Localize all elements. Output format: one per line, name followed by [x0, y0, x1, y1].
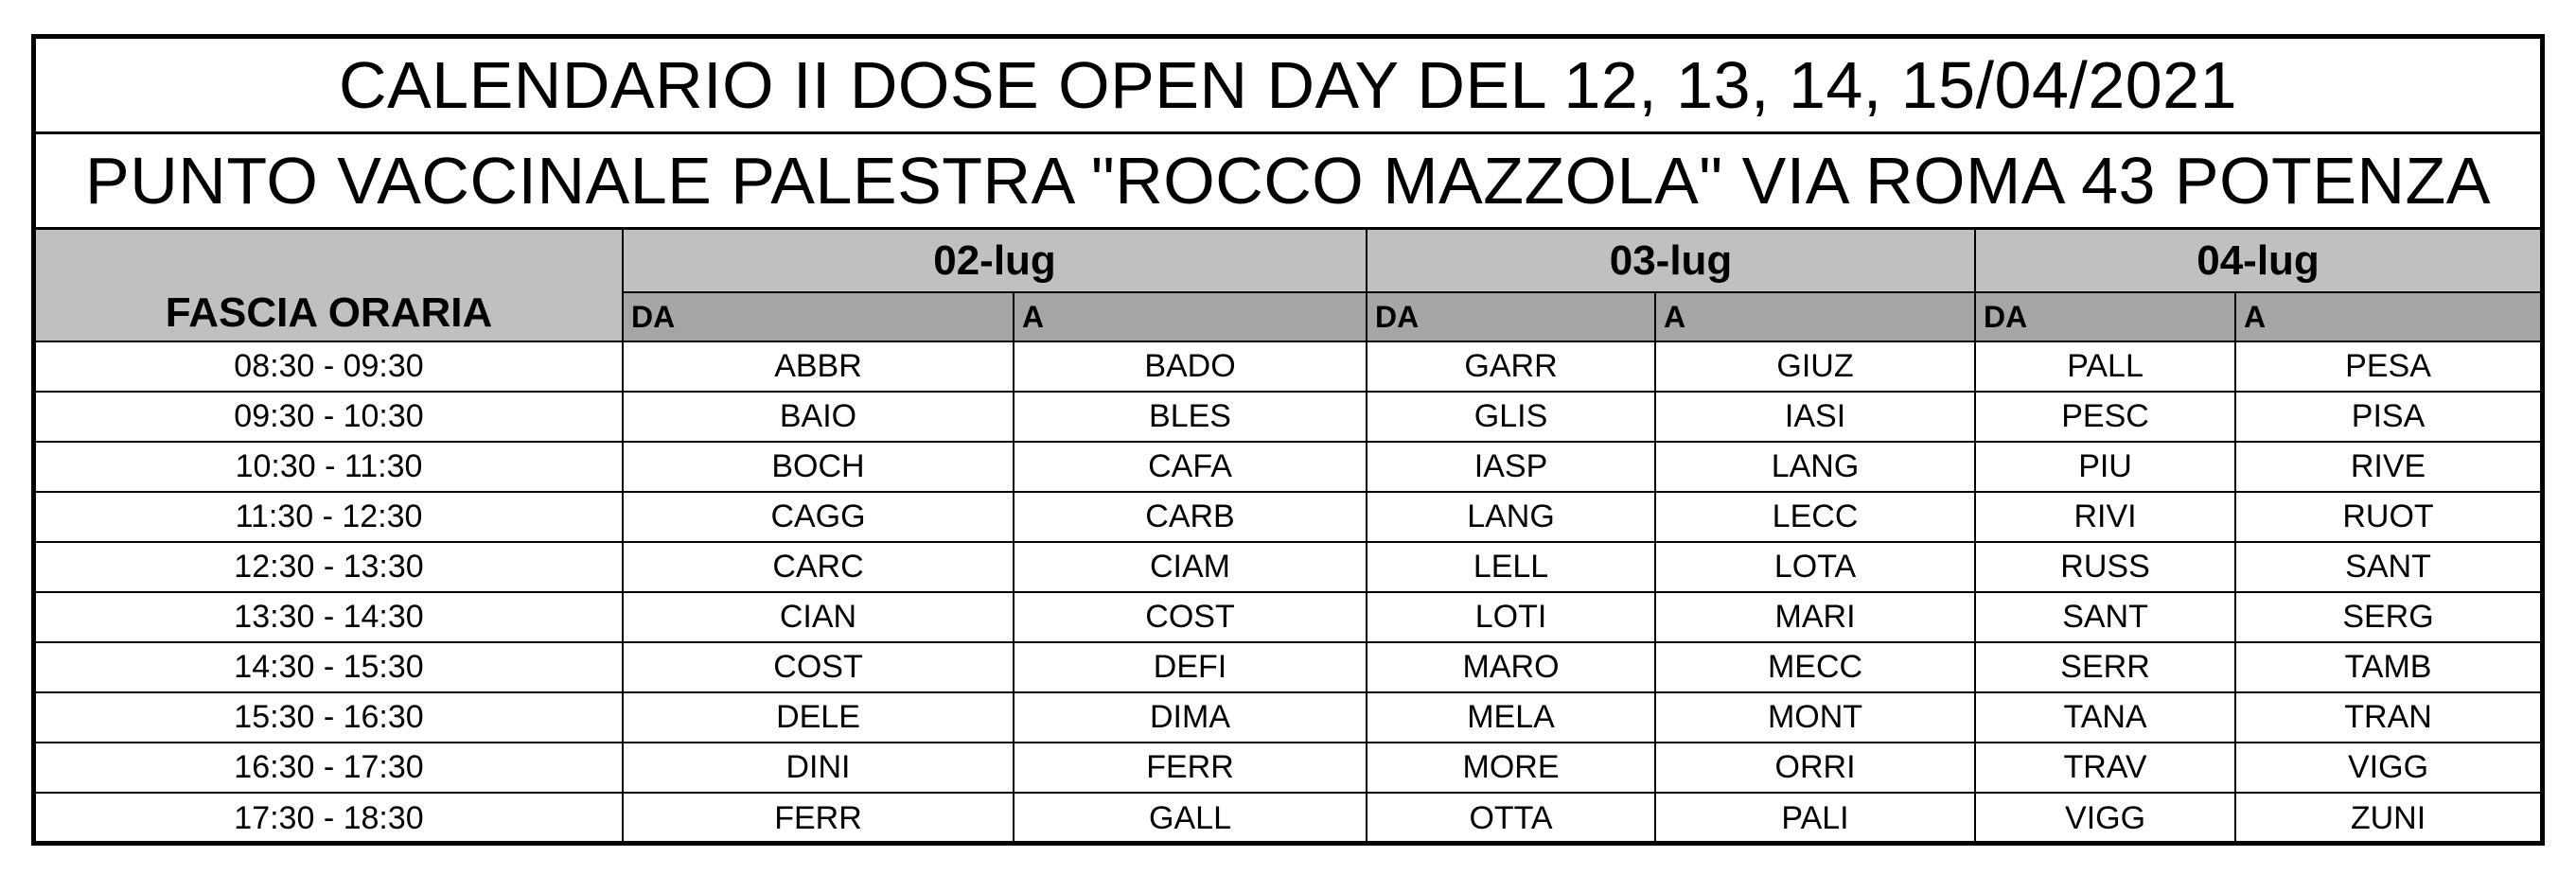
- to-header: A: [2235, 292, 2540, 341]
- time-slot-cell: 12:30 - 13:30: [36, 542, 623, 592]
- table-row: [36, 592, 2540, 642]
- document-title: CALENDARIO II DOSE OPEN DAY DEL 12, 13, 14, 15/04/2021: [36, 39, 2540, 134]
- time-slot-cell: 08:30 - 09:30: [36, 341, 623, 392]
- surname-to-cell: ZUNI: [2235, 793, 2540, 843]
- surname-to-cell: RUOT: [2235, 492, 2540, 542]
- table-row: [36, 642, 2540, 692]
- surname-from-cell: VIGG: [1975, 793, 2235, 843]
- surname-to-cell: TAMB: [2235, 642, 2540, 692]
- surname-to-cell: MARI: [1655, 592, 1975, 642]
- header-row-dates: [36, 230, 2540, 292]
- to-header: A: [1655, 292, 1975, 341]
- surname-from-cell: OTTA: [1367, 793, 1655, 843]
- surname-to-cell: BLES: [1014, 392, 1367, 442]
- from-header: DA: [1975, 292, 2235, 341]
- time-slot-cell: 17:30 - 18:30: [36, 793, 623, 843]
- time-slot-cell: 09:30 - 10:30: [36, 392, 623, 442]
- surname-from-cell: DINI: [623, 743, 1014, 793]
- from-header: DA: [623, 292, 1014, 341]
- surname-from-cell: PALL: [1975, 341, 2235, 392]
- surname-from-cell: SERR: [1975, 642, 2235, 692]
- to-header: A: [1014, 292, 1367, 341]
- surname-to-cell: CIAM: [1014, 542, 1367, 592]
- schedule-table: [36, 230, 2540, 843]
- table-row: [36, 341, 2540, 392]
- surname-to-cell: PISA: [2235, 392, 2540, 442]
- table-row: [36, 492, 2540, 542]
- document-subtitle: PUNTO VACCINALE PALESTRA "ROCCO MAZZOLA" VIA ROMA 43 POTENZA: [36, 134, 2540, 230]
- date-header: 02-lug: [623, 230, 1367, 292]
- surname-from-cell: LOTI: [1367, 592, 1655, 642]
- surname-from-cell: DELE: [623, 692, 1014, 743]
- surname-to-cell: LOTA: [1655, 542, 1975, 592]
- table-row: [36, 692, 2540, 743]
- surname-from-cell: PIU: [1975, 442, 2235, 492]
- surname-to-cell: DIMA: [1014, 692, 1367, 743]
- surname-to-cell: GALL: [1014, 793, 1367, 843]
- surname-from-cell: RIVI: [1975, 492, 2235, 542]
- surname-to-cell: SERG: [2235, 592, 2540, 642]
- time-slot-cell: 10:30 - 11:30: [36, 442, 623, 492]
- time-slot-cell: 15:30 - 16:30: [36, 692, 623, 743]
- date-header: 04-lug: [1975, 230, 2540, 292]
- surname-from-cell: BOCH: [623, 442, 1014, 492]
- surname-from-cell: CAGG: [623, 492, 1014, 542]
- table-row: [36, 743, 2540, 793]
- schedule-sheet: [31, 34, 2545, 846]
- surname-to-cell: ORRI: [1655, 743, 1975, 793]
- surname-from-cell: MARO: [1367, 642, 1655, 692]
- surname-from-cell: MELA: [1367, 692, 1655, 743]
- surname-from-cell: PESC: [1975, 392, 2235, 442]
- surname-from-cell: LANG: [1367, 492, 1655, 542]
- surname-from-cell: ABBR: [623, 341, 1014, 392]
- time-slot-cell: 11:30 - 12:30: [36, 492, 623, 542]
- surname-to-cell: PESA: [2235, 341, 2540, 392]
- surname-to-cell: DEFI: [1014, 642, 1367, 692]
- table-row: [36, 442, 2540, 492]
- surname-from-cell: TRAV: [1975, 743, 2235, 793]
- time-slot-cell: 16:30 - 17:30: [36, 743, 623, 793]
- surname-to-cell: MONT: [1655, 692, 1975, 743]
- surname-from-cell: GLIS: [1367, 392, 1655, 442]
- surname-from-cell: LELL: [1367, 542, 1655, 592]
- surname-from-cell: CARC: [623, 542, 1014, 592]
- surname-to-cell: PALI: [1655, 793, 1975, 843]
- surname-from-cell: CIAN: [623, 592, 1014, 642]
- surname-from-cell: FERR: [623, 793, 1014, 843]
- surname-to-cell: VIGG: [2235, 743, 2540, 793]
- surname-to-cell: SANT: [2235, 542, 2540, 592]
- surname-to-cell: LECC: [1655, 492, 1975, 542]
- surname-to-cell: MECC: [1655, 642, 1975, 692]
- time-slot-cell: 13:30 - 14:30: [36, 592, 623, 642]
- surname-from-cell: SANT: [1975, 592, 2235, 642]
- surname-from-cell: GARR: [1367, 341, 1655, 392]
- surname-to-cell: TRAN: [2235, 692, 2540, 743]
- surname-to-cell: LANG: [1655, 442, 1975, 492]
- time-slot-cell: 14:30 - 15:30: [36, 642, 623, 692]
- surname-to-cell: CAFA: [1014, 442, 1367, 492]
- table-row: [36, 793, 2540, 843]
- surname-to-cell: BADO: [1014, 341, 1367, 392]
- surname-to-cell: IASI: [1655, 392, 1975, 442]
- surname-to-cell: COST: [1014, 592, 1367, 642]
- surname-to-cell: FERR: [1014, 743, 1367, 793]
- surname-to-cell: RIVE: [2235, 442, 2540, 492]
- table-row: [36, 392, 2540, 442]
- surname-from-cell: TANA: [1975, 692, 2235, 743]
- surname-from-cell: COST: [623, 642, 1014, 692]
- surname-to-cell: CARB: [1014, 492, 1367, 542]
- from-header: DA: [1367, 292, 1655, 341]
- surname-from-cell: RUSS: [1975, 542, 2235, 592]
- surname-from-cell: BAIO: [623, 392, 1014, 442]
- date-header: 03-lug: [1367, 230, 1975, 292]
- surname-from-cell: MORE: [1367, 743, 1655, 793]
- surname-to-cell: GIUZ: [1655, 341, 1975, 392]
- time-slot-header: FASCIA ORARIA: [36, 230, 623, 341]
- surname-from-cell: IASP: [1367, 442, 1655, 492]
- table-row: [36, 542, 2540, 592]
